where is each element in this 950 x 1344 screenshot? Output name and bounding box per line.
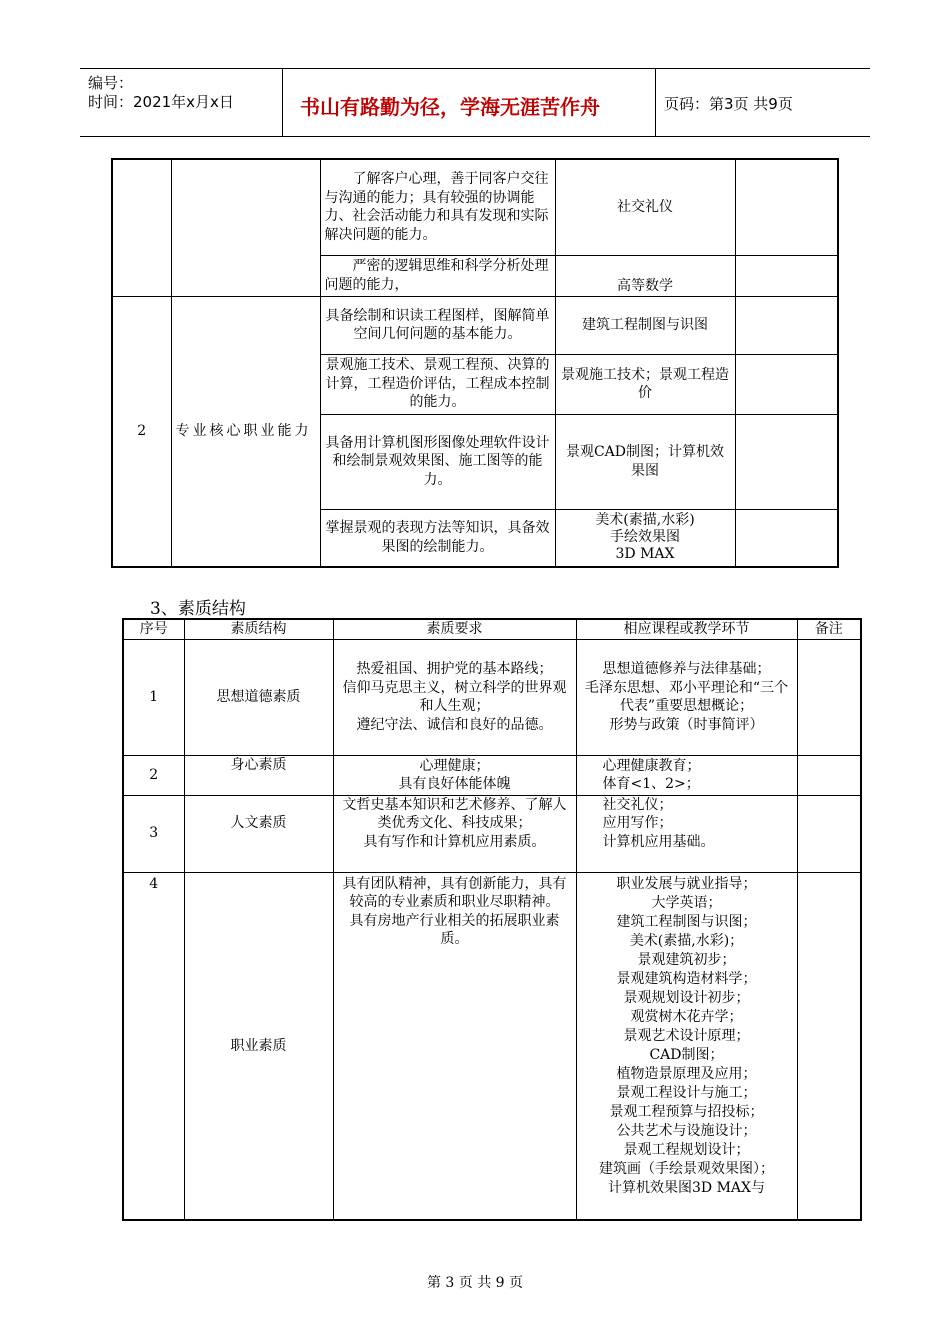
ability-description: 严密的逻辑思维和科学分析处理问题的能力，	[320, 255, 555, 296]
table-row	[123, 639, 861, 755]
table-header-row	[123, 619, 861, 639]
ability-note	[735, 354, 838, 414]
quality-number: 1	[123, 639, 184, 755]
ability-group-cell: 专业核心职业能力	[171, 296, 320, 567]
quality-requirement: 心理健康； 具有良好体能体魄	[333, 755, 576, 795]
row-number-cell: 2	[112, 296, 171, 567]
ability-description: 景观施工技术、景观工程预、决算的计算，工程造价评估，工程成本控制的能力。	[320, 354, 555, 414]
ability-note	[735, 296, 838, 354]
quality-note	[797, 639, 861, 755]
page-indicator: 页码：第3页 共9页	[664, 95, 793, 113]
quality-structure: 人文素质	[184, 795, 333, 872]
ability-course: 景观施工技术；景观工程造价	[555, 354, 735, 414]
ability-note	[735, 509, 838, 567]
quality-courses: 职业发展与就业指导； 大学英语； 建筑工程制图与识图； 美术(素描,水彩)； 景观建筑初步； 景观建筑构造材料学； 景观规划设计初步； 观赏树木花卉学； 景观艺术设计原理； CAD制图； 植物造景原理及应用； 景观工程设计与施工； 景观工程预算与招投标； 公共艺术与设施设计； 景观工程规划设计； 建筑画（手绘景观效果图）； 计算机效果图3D MAX与	[576, 872, 797, 1220]
ability-note	[735, 414, 838, 509]
quality-courses: 思想道德修养与法律基础； 毛泽东思想、邓小平理论和“三个代表”重要思想概论； 形势与政策（时事简评）	[576, 639, 797, 755]
ability-group-cell	[171, 159, 320, 296]
table-row	[123, 872, 861, 1220]
table-row	[112, 159, 838, 255]
quality-requirement: 文哲史基本知识和艺术修养、了解人类优秀文化、科技成果； 具有写作和计算机应用素质。	[333, 795, 576, 872]
column-header: 备注	[797, 619, 861, 639]
quality-note	[797, 795, 861, 872]
header-motto: 书山有路勤为径，学海无涯苦作舟	[300, 95, 600, 119]
ability-table	[111, 158, 839, 568]
quality-requirement: 热爱祖国、拥护党的基本路线； 信仰马克思主义，树立科学的世界观和人生观； 遵纪守法、诚信和良好的品德。	[333, 639, 576, 755]
quality-structure: 职业素质	[184, 872, 333, 1220]
ability-description: 具备绘制和识读工程图样，图解简单空间几何问题的基本能力。	[320, 296, 555, 354]
ability-course: 高等数学	[555, 255, 735, 296]
column-header: 相应课程或教学环节	[576, 619, 797, 639]
ability-course: 美术(素描,水彩) 手绘效果图 3D MAX	[555, 509, 735, 567]
quality-structure: 身心素质	[184, 755, 333, 795]
quality-requirement: 具有团队精神，具有创新能力，具有较高的专业素质和职业尽职精神。 具有房地产行业相关的拓展职业素质。	[333, 872, 576, 1220]
ability-note	[735, 159, 838, 255]
ability-description: 具备用计算机图形图像处理软件设计和绘制景观效果图、施工图等的能力。	[320, 414, 555, 509]
ability-description: 了解客户心理，善于同客户交往与沟通的能力；具有较强的协调能力、社会活动能力和具有发现和实际解决问题的能力。	[320, 159, 555, 255]
quality-courses: 社交礼仪； 应用写作； 计算机应用基础。	[576, 795, 797, 872]
header-divider-right	[655, 68, 656, 136]
section-title: 3、素质结构	[150, 599, 246, 619]
column-header: 序号	[123, 619, 184, 639]
ability-course: 社交礼仪	[555, 159, 735, 255]
ability-note	[735, 255, 838, 296]
table-row	[112, 296, 838, 354]
quality-number: 3	[123, 795, 184, 872]
quality-courses: 心理健康教育； 体育<1、2>；	[576, 755, 797, 795]
ability-course: 景观CAD制图；计算机效果图	[555, 414, 735, 509]
table-row	[123, 795, 861, 872]
quality-note	[797, 755, 861, 795]
header-bottom-rule	[80, 136, 870, 137]
ability-course: 建筑工程制图与识图	[555, 296, 735, 354]
ability-description: 掌握景观的表现方法等知识，具备效果图的绘制能力。	[320, 509, 555, 567]
column-header: 素质结构	[184, 619, 333, 639]
document-number-label: 编号：	[88, 74, 134, 92]
header-top-rule	[80, 68, 870, 69]
quality-structure: 思想道德素质	[184, 639, 333, 755]
header-divider-left	[282, 68, 283, 136]
row-number-cell	[112, 159, 171, 296]
page-footer: 第 3 页 共 9 页	[426, 1275, 524, 1291]
quality-structure-table	[122, 618, 862, 1221]
document-time-label: 时间：2021年x月x日	[88, 93, 234, 111]
quality-number: 2	[123, 755, 184, 795]
column-header: 素质要求	[333, 619, 576, 639]
quality-number: 4	[123, 872, 184, 1220]
quality-note	[797, 872, 861, 1220]
table-row	[123, 755, 861, 795]
